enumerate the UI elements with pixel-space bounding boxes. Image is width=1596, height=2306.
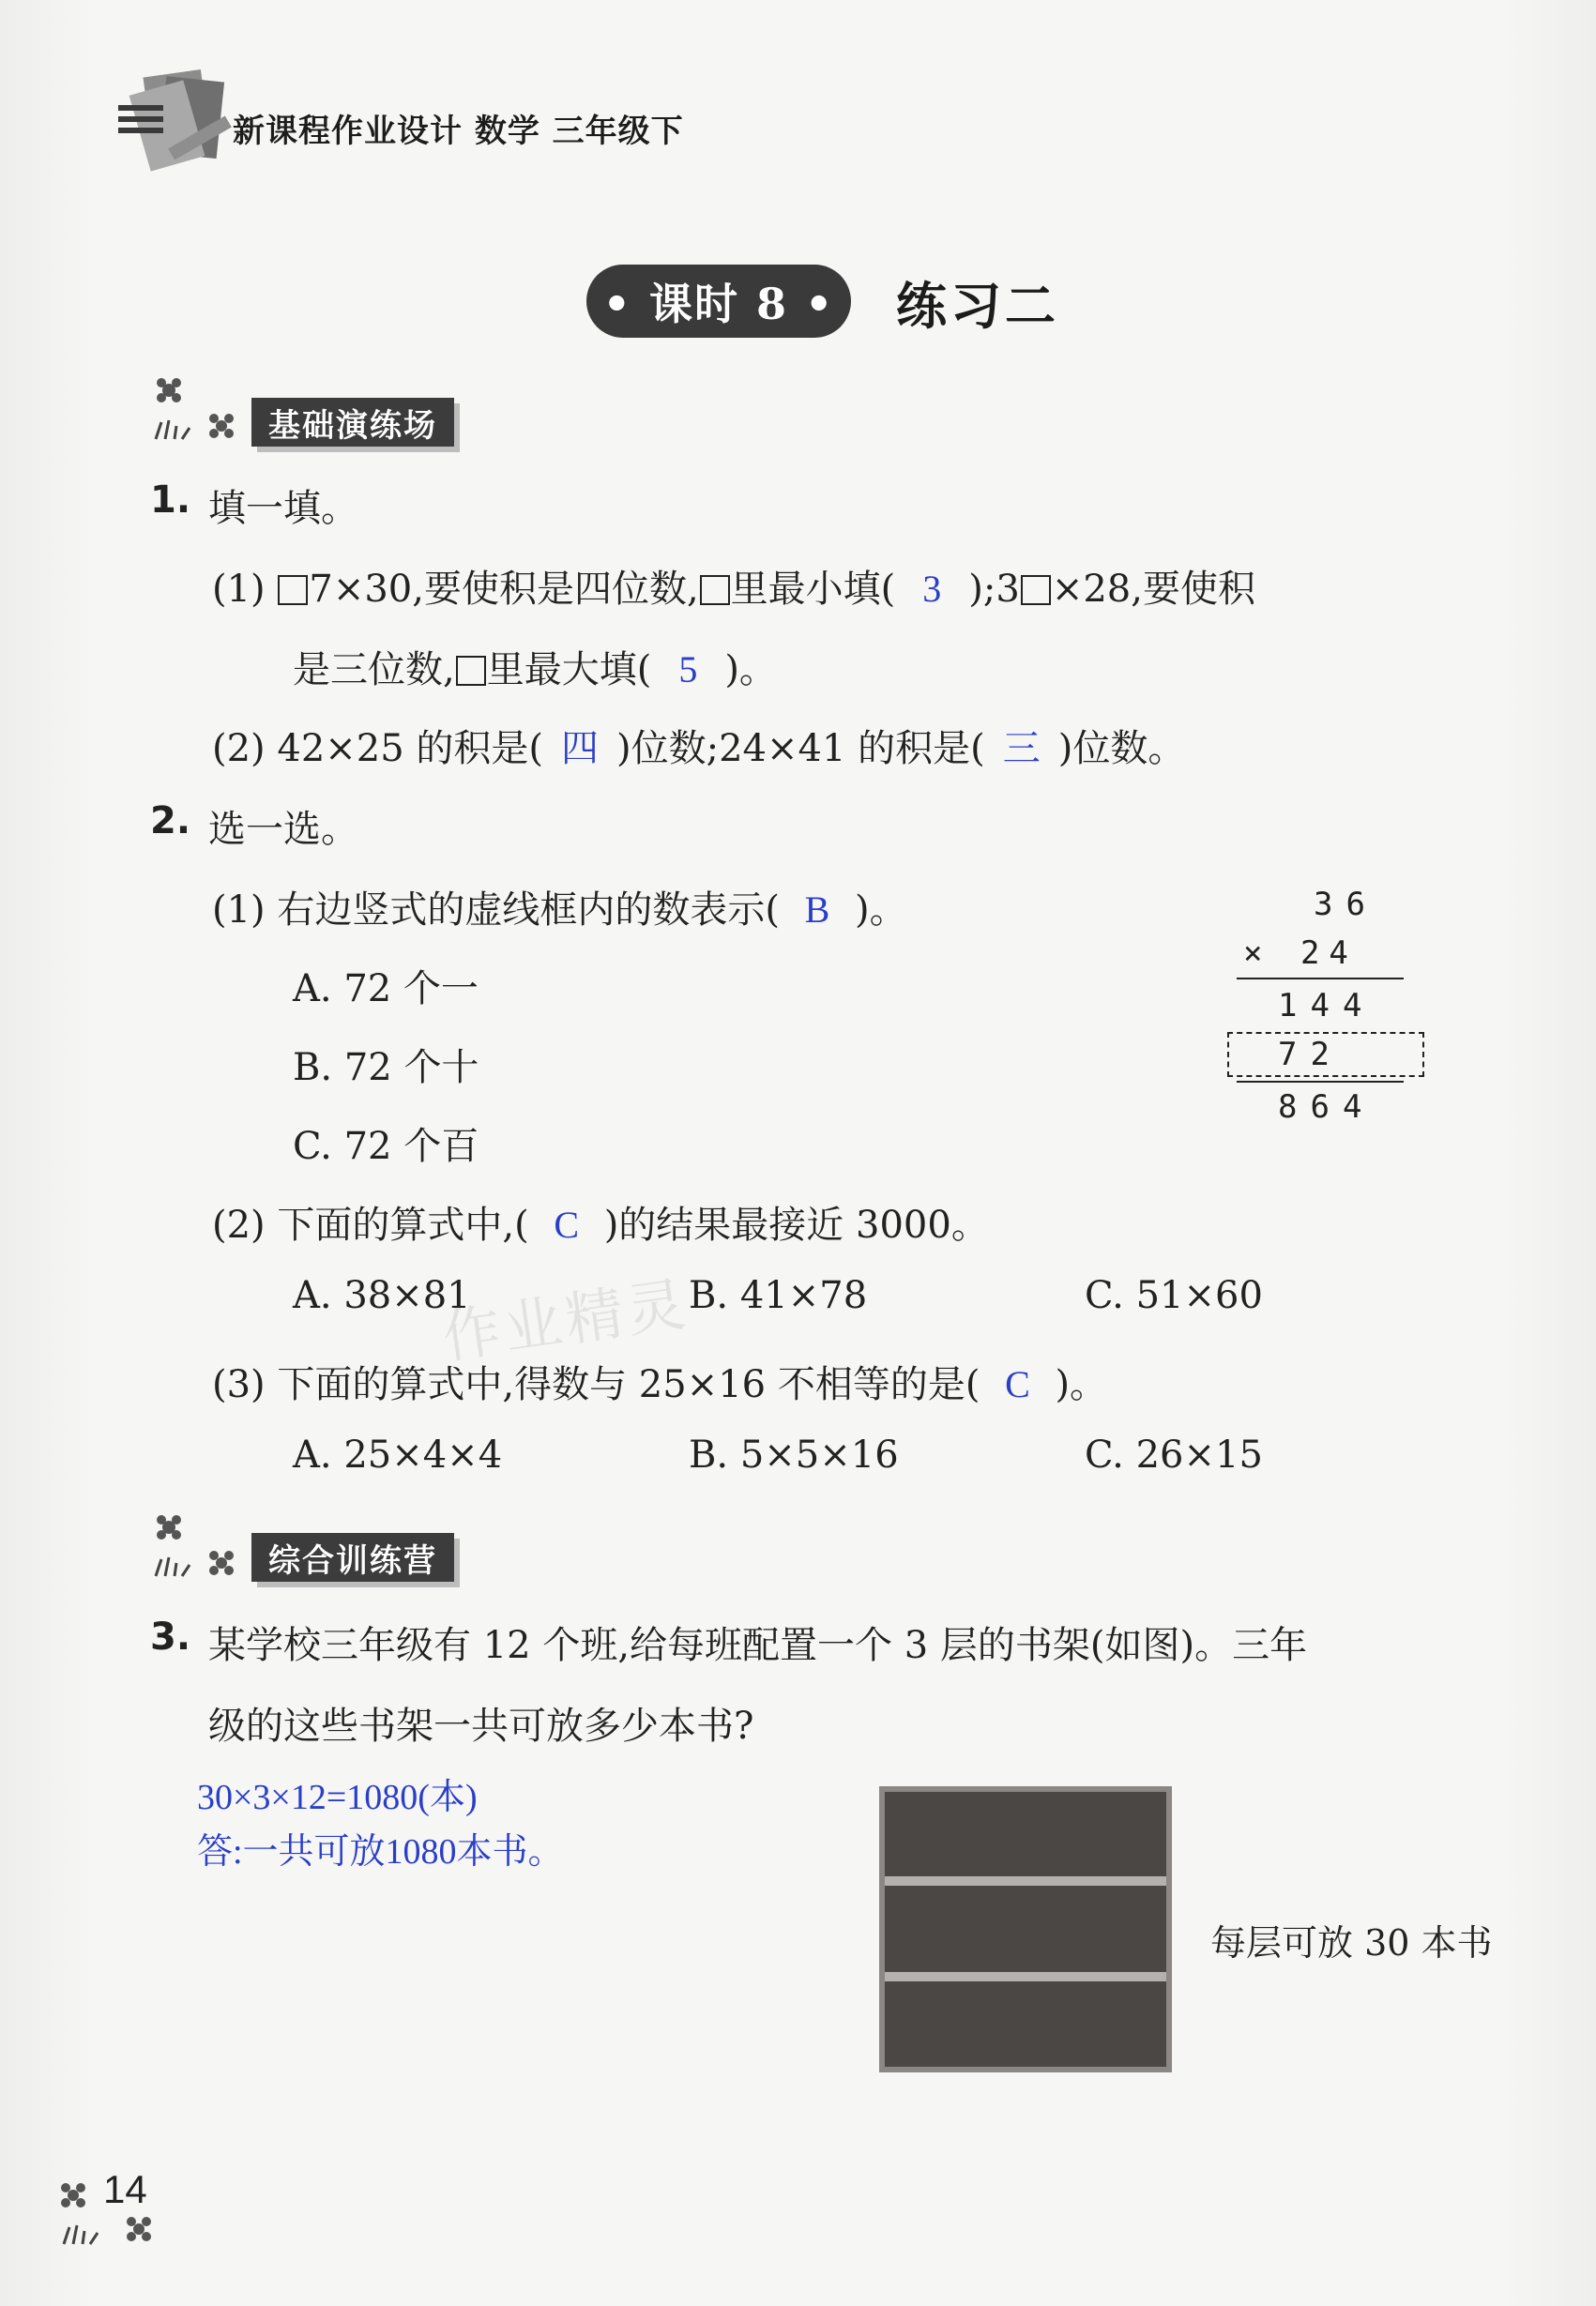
q1-part2-text: (2) 42×25 的积是( bbox=[212, 727, 544, 770]
flower-icon bbox=[148, 373, 242, 445]
q2-part3-option-c: C. 26×15 bbox=[1085, 1434, 1263, 1477]
q2-part1-text: )。 bbox=[854, 888, 907, 932]
q2-part2-option-c: C. 51×60 bbox=[1085, 1274, 1263, 1317]
q1-part2-text: )位数;24×41 的积是( bbox=[616, 727, 985, 770]
q1-part1-label: (1) bbox=[212, 568, 278, 611]
blank-box bbox=[456, 656, 486, 686]
q2-part1-option-c: C. 72 个百 bbox=[293, 1125, 479, 1168]
answer-q2-2: C bbox=[554, 1204, 580, 1246]
flower-icon bbox=[148, 1510, 242, 1582]
vertical-row-2: × 24 bbox=[1243, 934, 1358, 972]
section-banner-basic: 基础演练场 bbox=[251, 398, 454, 447]
q2-stem: 选一选。 bbox=[208, 808, 358, 851]
q2-part3-text: )。 bbox=[1055, 1363, 1108, 1406]
vertical-row-3: 144 bbox=[1278, 987, 1376, 1024]
q1-stem: 填一填。 bbox=[208, 487, 358, 530]
answer-q1-1: 3 bbox=[922, 568, 942, 610]
q2-part3 bbox=[212, 1355, 1107, 1408]
q1-part1-text: 里最大填( bbox=[486, 648, 652, 691]
blank-box bbox=[278, 575, 308, 605]
q1-part1-text: ×28,要使积 bbox=[1051, 568, 1255, 611]
q2-part2-option-a: A. 38×81 bbox=[293, 1274, 471, 1317]
lesson-badge: • 课时 8 • bbox=[586, 265, 851, 338]
page-number: 14 bbox=[103, 2167, 147, 2211]
blank-box bbox=[700, 575, 730, 605]
q3-answer-equation: 30×3×12=1080(本) bbox=[197, 1778, 478, 1817]
answer-q1-2: 5 bbox=[678, 648, 698, 690]
q2-part2-option-b: B. 41×78 bbox=[689, 1274, 868, 1317]
q2-part1-option-a: A. 72 个一 bbox=[293, 967, 479, 1010]
q1-part2-text: )位数。 bbox=[1057, 727, 1186, 770]
q1-part1-text: )。 bbox=[724, 648, 777, 691]
vertical-row-4: 72 bbox=[1278, 1036, 1343, 1073]
lesson-title: 练习二 bbox=[896, 276, 1059, 336]
vertical-row-5: 864 bbox=[1278, 1088, 1376, 1126]
answer-q1-4: 三 bbox=[1002, 727, 1041, 769]
q2-number: 2. bbox=[150, 799, 191, 842]
q3-line1: 某学校三年级有 12 个班,给每班配置一个 3 层的书架(如图)。三年 bbox=[208, 1624, 1308, 1667]
watermark: 作业精灵 bbox=[437, 1268, 693, 1372]
q1-part1-line1 bbox=[212, 559, 1255, 613]
q1-part1-text: 是三位数, bbox=[293, 648, 455, 691]
q2-part2 bbox=[212, 1195, 989, 1249]
answer-q2-1: B bbox=[804, 888, 830, 931]
q1-part1-text: 里最小填( bbox=[730, 568, 896, 611]
q2-part1 bbox=[212, 880, 907, 933]
section-banner-comprehensive: 综合训练营 bbox=[251, 1533, 454, 1582]
answer-q2-3: C bbox=[1005, 1363, 1030, 1405]
bookshelf-image bbox=[879, 1786, 1172, 2072]
q1-number: 1. bbox=[150, 478, 191, 522]
q2-part3-text: (3) 下面的算式中,得数与 25×16 不相等的是( bbox=[212, 1363, 980, 1406]
q3-answer-sentence: 答:一共可放1080本书。 bbox=[197, 1832, 564, 1872]
q1-part1-text: );3 bbox=[968, 568, 1020, 611]
answer-q1-3: 四 bbox=[561, 727, 600, 769]
vertical-row-1: 36 bbox=[1314, 886, 1378, 923]
q2-part2-text: )的结果最接近 3000。 bbox=[603, 1204, 989, 1247]
shelf-board bbox=[885, 1876, 1166, 1886]
q1-part1-line2 bbox=[293, 640, 777, 693]
q1-part1-text: 7×30,要使积是四位数, bbox=[309, 568, 699, 611]
q2-part3-option-b: B. 5×5×16 bbox=[689, 1434, 899, 1477]
q2-part3-option-a: A. 25×4×4 bbox=[293, 1434, 503, 1477]
book-stack-icon bbox=[111, 66, 233, 188]
header-title: 新课程作业设计 数学 三年级下 bbox=[233, 113, 684, 150]
shelf-caption: 每层可放 30 本书 bbox=[1210, 1922, 1493, 1964]
q2-part1-option-b: B. 72 个十 bbox=[293, 1046, 479, 1089]
q2-part2-text: (2) 下面的算式中,( bbox=[212, 1204, 529, 1247]
q3-number: 3. bbox=[150, 1616, 191, 1659]
q2-part1-text: (1) 右边竖式的虚线框内的数表示( bbox=[212, 888, 780, 932]
shelf-board bbox=[885, 1972, 1166, 1981]
vertical-line bbox=[1237, 1081, 1404, 1083]
vertical-line bbox=[1237, 978, 1404, 979]
q1-part2 bbox=[212, 719, 1185, 772]
blank-box bbox=[1021, 575, 1051, 605]
q3-line2: 级的这些书架一共可放多少本书? bbox=[208, 1705, 754, 1748]
